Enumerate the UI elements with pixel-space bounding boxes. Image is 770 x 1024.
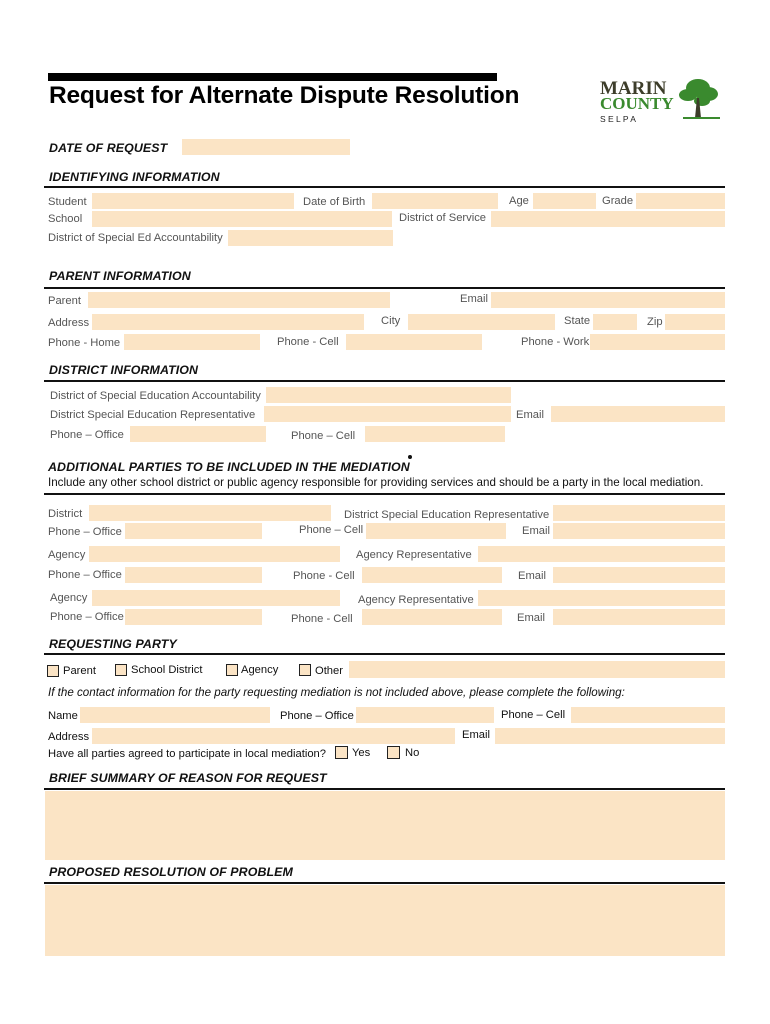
- no-checkbox[interactable]: [387, 746, 400, 759]
- parent-checkbox[interactable]: [47, 665, 59, 677]
- agency2-phone-office-label: Phone – Office: [50, 611, 124, 623]
- school-label: School: [48, 213, 83, 225]
- add-district-label: District: [48, 508, 83, 520]
- dob-label: Date of Birth: [303, 196, 366, 208]
- req-address-field[interactable]: [92, 728, 455, 744]
- add-phone-cell-field[interactable]: [366, 523, 506, 539]
- parent-heading: PARENT INFORMATION: [49, 269, 191, 283]
- district-rep-field[interactable]: [264, 406, 511, 422]
- requesting-note: If the contact information for the party requesting mediation is not included above, please complete the following:: [48, 686, 625, 699]
- agency2-label: Agency: [50, 592, 88, 604]
- add-phone-cell-label: Phone – Cell: [299, 524, 364, 536]
- parent-rule: [44, 287, 725, 289]
- requesting-rule: [44, 653, 725, 655]
- grade-field[interactable]: [636, 193, 725, 209]
- logo-line1: MARIN: [600, 78, 667, 99]
- yes-label: Yes: [352, 747, 371, 759]
- parent-field[interactable]: [88, 292, 390, 308]
- add-email-label: Email: [522, 525, 550, 537]
- add-district-field[interactable]: [89, 505, 331, 521]
- district-phone-office-label: Phone – Office: [50, 429, 124, 441]
- school-field[interactable]: [92, 211, 392, 227]
- age-label: Age: [509, 195, 529, 207]
- school-district-option-label: School District: [131, 664, 203, 676]
- district-service-field[interactable]: [491, 211, 725, 227]
- parent-email-field[interactable]: [491, 292, 725, 308]
- agency1-phone-cell-field[interactable]: [362, 567, 502, 583]
- parent-label: Parent: [48, 295, 81, 307]
- proposed-rule: [44, 882, 725, 884]
- state-field[interactable]: [593, 314, 637, 330]
- district-rep-label: District Special Education Representative: [50, 409, 256, 421]
- other-option-label: Other: [315, 665, 343, 677]
- summary-rule: [44, 788, 725, 790]
- marin-county-selpa-logo: [598, 74, 724, 126]
- yes-checkbox[interactable]: [335, 746, 348, 759]
- form-title: Request for Alternate Dispute Resolution: [49, 82, 520, 109]
- phone-home-label: Phone - Home: [48, 337, 121, 349]
- agency2-email-field[interactable]: [553, 609, 725, 625]
- date-of-request-label: DATE OF REQUEST: [49, 141, 168, 155]
- summary-textarea[interactable]: [45, 791, 725, 860]
- district-phone-office-field[interactable]: [130, 426, 266, 442]
- grade-label: Grade: [602, 195, 634, 207]
- additional-rule: [44, 493, 725, 495]
- phone-cell-label: Phone - Cell: [277, 336, 339, 348]
- district-service-label: District of Service: [399, 212, 487, 224]
- student-field[interactable]: [92, 193, 294, 209]
- district-rule: [44, 380, 725, 382]
- agency-checkbox[interactable]: [226, 664, 238, 676]
- state-label: State: [564, 315, 591, 327]
- date-of-request-field[interactable]: [182, 139, 350, 155]
- summary-heading: BRIEF SUMMARY OF REASON FOR REQUEST: [49, 771, 327, 785]
- additional-heading: ADDITIONAL PARTIES TO BE INCLUDED IN THE MEDIATION: [48, 460, 410, 474]
- parent-email-label: Email: [460, 293, 488, 305]
- district-accountability2-field[interactable]: [266, 387, 511, 403]
- req-email-label: Email: [462, 729, 490, 741]
- phone-home-field[interactable]: [124, 334, 260, 350]
- additional-instruction: Include any other school district or public agency responsible for providing services and should be a party in the local mediation.: [48, 476, 704, 489]
- district-accountability-field[interactable]: [228, 230, 393, 246]
- no-label: No: [405, 747, 420, 759]
- phone-work-label: Phone - Work: [521, 336, 590, 348]
- add-phone-office-label: Phone – Office: [48, 526, 122, 538]
- bullet-dot: [408, 455, 412, 459]
- agency1-email-label: Email: [518, 570, 546, 582]
- address-field[interactable]: [92, 314, 364, 330]
- agency1-phone-office-label: Phone – Office: [48, 569, 122, 581]
- logo-line2: COUNTY: [600, 94, 674, 113]
- district-accountability-label: District of Special Ed Accountability: [48, 232, 223, 244]
- agency1-field[interactable]: [89, 546, 340, 562]
- phone-work-field[interactable]: [590, 334, 725, 350]
- name-field[interactable]: [80, 707, 270, 723]
- agency1-email-field[interactable]: [553, 567, 725, 583]
- proposed-textarea[interactable]: [45, 885, 725, 956]
- zip-field[interactable]: [665, 314, 725, 330]
- agency1-phone-office-field[interactable]: [125, 567, 262, 583]
- agency2-rep-field[interactable]: [478, 590, 725, 606]
- age-field[interactable]: [533, 193, 596, 209]
- proposed-heading: PROPOSED RESOLUTION OF PROBLEM: [49, 865, 293, 879]
- district-phone-cell-label: Phone – Cell: [291, 430, 356, 442]
- phone-cell-field[interactable]: [346, 334, 482, 350]
- other-checkbox[interactable]: [299, 664, 311, 676]
- agency1-phone-cell-label: Phone - Cell: [293, 570, 355, 582]
- identifying-rule: [44, 186, 725, 188]
- zip-label: Zip: [647, 316, 663, 328]
- req-phone-cell-label: Phone – Cell: [501, 709, 566, 721]
- req-email-field[interactable]: [495, 728, 725, 744]
- agency1-rep-label: Agency Representative: [356, 549, 472, 561]
- dob-field[interactable]: [372, 193, 498, 209]
- tree-icon: [598, 74, 724, 126]
- add-email-field[interactable]: [553, 523, 725, 539]
- req-phone-cell-field[interactable]: [571, 707, 725, 723]
- district-phone-cell-field[interactable]: [365, 426, 505, 442]
- agency2-phone-cell-field[interactable]: [362, 609, 502, 625]
- district-heading: DISTRICT INFORMATION: [49, 363, 199, 377]
- req-address-label: Address: [48, 731, 90, 743]
- district-email-field[interactable]: [551, 406, 725, 422]
- logo-line3: S E L P A: [600, 114, 636, 124]
- identifying-heading: IDENTIFYING INFORMATION: [49, 170, 220, 184]
- agency2-phone-office-field[interactable]: [125, 609, 262, 625]
- parent-option-label: Parent: [63, 665, 96, 677]
- school-district-checkbox[interactable]: [115, 664, 127, 676]
- district-email-label: Email: [516, 409, 544, 421]
- title-bar: [48, 73, 497, 81]
- other-field[interactable]: [349, 661, 725, 678]
- agency2-email-label: Email: [517, 612, 545, 624]
- address-label: Address: [48, 317, 90, 329]
- city-field[interactable]: [408, 314, 555, 330]
- add-district-rep-label: District Special Education Representative: [344, 509, 550, 521]
- agency2-rep-label: Agency Representative: [358, 594, 474, 606]
- add-phone-office-field[interactable]: [125, 523, 262, 539]
- agency2-field[interactable]: [92, 590, 340, 606]
- requesting-heading: REQUESTING PARTY: [49, 637, 177, 651]
- req-phone-office-field[interactable]: [356, 707, 494, 723]
- agency-option-label: Agency: [241, 664, 279, 676]
- agency2-phone-cell-label: Phone - Cell: [291, 613, 353, 625]
- agency1-label: Agency: [48, 549, 86, 561]
- agency1-rep-field[interactable]: [478, 546, 725, 562]
- req-phone-office-label: Phone – Office: [280, 710, 354, 722]
- student-label: Student: [48, 196, 87, 208]
- district-accountability2-label: District of Special Education Accountability: [50, 390, 261, 402]
- city-label: City: [381, 315, 401, 327]
- add-district-rep-field[interactable]: [553, 505, 725, 521]
- agreed-question: Have all parties agreed to participate in local mediation?: [48, 748, 326, 760]
- name-label: Name: [48, 710, 78, 722]
